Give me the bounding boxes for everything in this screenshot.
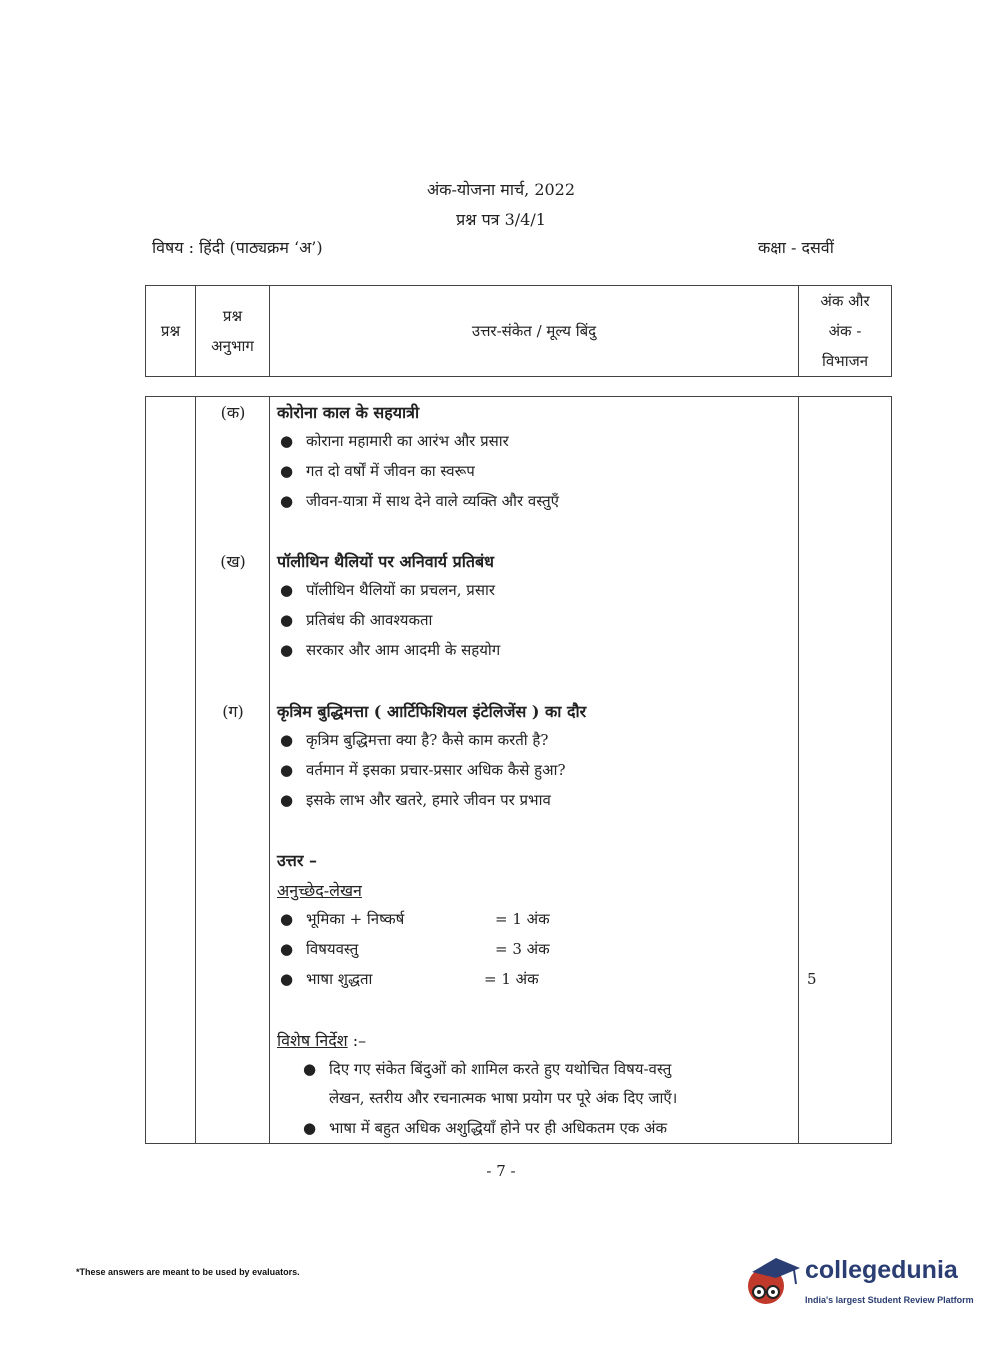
col-marks-header: अंक और अंक - विभाजन	[799, 286, 892, 377]
table-header	[145, 285, 892, 377]
subject-label: विषय : हिंदी (पाठ्यक्रम ‘अ’)	[152, 238, 323, 257]
instruction-note: ● दिए गए संकेत बिंदुओं को शामिल करते हुए यथोचित विषय-वस्तु	[303, 1060, 672, 1078]
collegedunia-logo	[742, 1250, 972, 1314]
section-title: कृत्रिम बुद्धिमत्ता ( आर्टिफिशियल इंटेलिजेंस ) का दौर	[277, 702, 587, 721]
section-cell	[196, 397, 270, 1144]
col-answer-header: उत्तर-संकेत / मूल्य बिंदु	[270, 286, 799, 377]
bullet-point: ● सरकार और आम आदमी के सहयोग	[280, 641, 501, 659]
bullet-point: ● कोराना महामारी का आरंभ और प्रसार	[280, 432, 509, 450]
marks-value: = 3 अंक	[495, 940, 550, 958]
bullet-point: ● इसके लाभ और खतरे, हमारे जीवन पर प्रभाव	[280, 791, 551, 809]
section-title: पॉलीथिन थैलियों पर अनिवार्य प्रतिबंध	[277, 552, 494, 571]
answer-label: उत्तर –	[277, 851, 317, 870]
part-ga: (ग)	[222, 702, 244, 721]
total-marks: 5	[807, 970, 817, 988]
question-paper-code: प्रश्न पत्र 3/4/1	[456, 210, 546, 229]
marks-breakdown-item: ● भूमिका + निष्कर्ष	[280, 910, 405, 928]
marks-value: = 1 अंक	[495, 910, 550, 928]
marking-scheme-title: अंक-योजना मार्च, 2022	[426, 180, 576, 199]
brand-tagline: India's largest Student Review Platform	[805, 1295, 974, 1305]
brand-name: collegedunia	[805, 1256, 958, 1284]
class-label: कक्षा - दसवीं	[758, 238, 834, 257]
part-ka: (क)	[220, 403, 246, 422]
bullet-point: ● पॉलीथिन थैलियों का प्रचलन, प्रसार	[280, 581, 495, 599]
marks-breakdown-item: ● भाषा शुद्धता	[280, 970, 373, 988]
question-number-cell	[146, 397, 196, 1144]
special-instructions-heading: विशेष निर्देश :–	[277, 1031, 367, 1050]
bullet-point: ● जीवन-यात्रा में साथ देने वाले व्यक्ति और वस्तुएँ	[280, 492, 559, 510]
col-section-header: प्रश्न अनुभाग	[196, 286, 270, 377]
page-number: - 7 -	[486, 1162, 516, 1180]
marks-breakdown-item: ● विषयवस्तु	[280, 940, 359, 958]
marks-cell	[799, 397, 892, 1144]
bullet-point: ● कृत्रिम बुद्धिमत्ता क्या है? कैसे काम करती है?	[280, 731, 549, 749]
bullet-point: ● वर्तमान में इसका प्रचार-प्रसार अधिक कैसे हुआ?	[280, 761, 566, 779]
mascot-icon	[742, 1250, 802, 1310]
answer-subheading: अनुच्छेद-लेखन	[277, 881, 362, 900]
marks-value: = 1 अंक	[484, 970, 539, 988]
bullet-point: ● प्रतिबंध की आवश्यकता	[280, 611, 433, 629]
answer-table	[145, 396, 892, 1144]
answer-cell	[270, 397, 799, 1144]
part-kha: (ख)	[220, 552, 246, 571]
instruction-note-continued: लेखन, स्तरीय और रचनात्मक भाषा प्रयोग पर पूरे अंक दिए जाएँ।	[329, 1089, 678, 1107]
instruction-note: ● भाषा में बहुत अधिक अशुद्धियाँ होने पर ही अधिकतम एक अंक	[303, 1119, 668, 1137]
bullet-point: ● गत दो वर्षों में जीवन का स्वरूप	[280, 462, 475, 480]
col-question-header: प्रश्न	[146, 286, 196, 377]
evaluator-footnote: *These answers are meant to be used by evaluators.	[76, 1267, 300, 1277]
section-title: कोरोना काल के सहयात्री	[277, 403, 420, 422]
